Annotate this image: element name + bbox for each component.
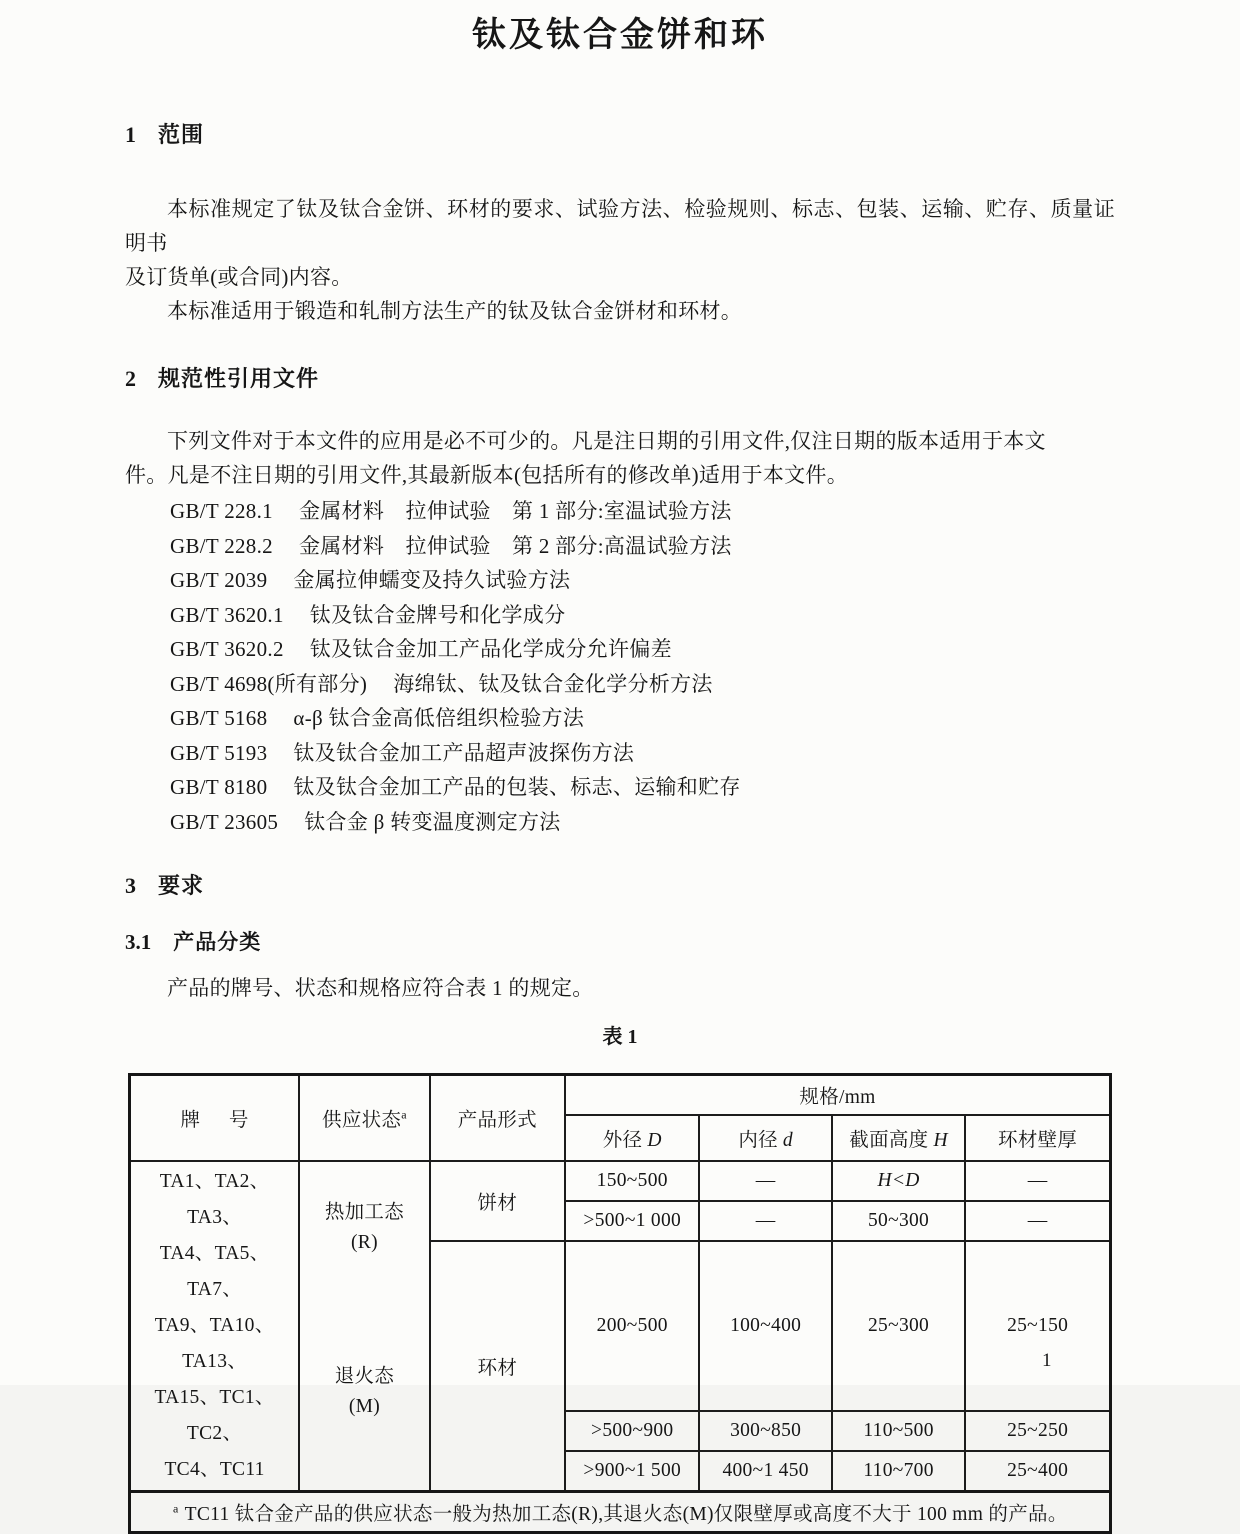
section-3-heading bbox=[125, 871, 1115, 901]
section-3-number: 3 bbox=[125, 873, 136, 898]
cell-outer-diameter: >500~900 bbox=[565, 1411, 699, 1451]
cell-inner-diameter: 100~400 bbox=[699, 1241, 831, 1411]
reference-item bbox=[125, 494, 1115, 529]
cell-inner-diameter: — bbox=[699, 1201, 831, 1241]
reference-code: GB/T 5168 bbox=[170, 706, 268, 730]
reference-title: 钛合金 β 转变温度测定方法 bbox=[304, 809, 561, 834]
reference-code: GB/T 3620.1 bbox=[170, 602, 284, 627]
cell-inner-diameter: 400~1 450 bbox=[699, 1451, 831, 1492]
reference-item bbox=[125, 770, 1115, 805]
section-height-symbol: H bbox=[933, 1130, 948, 1151]
brand-line: TA1、TA2、TA3、 bbox=[159, 1171, 270, 1228]
reference-item bbox=[125, 598, 1115, 633]
column-header-outer-diameter bbox=[565, 1115, 699, 1161]
reference-title: 钛及钛合金牌号和化学成分 bbox=[309, 602, 566, 627]
brand-line: TA4、TA5、TA7、 bbox=[159, 1243, 270, 1300]
inner-diameter-label: 内径 bbox=[738, 1130, 778, 1151]
supply-state-annealed bbox=[300, 1293, 428, 1490]
reference-title: 钛及钛合金加工产品超声波探伤方法 bbox=[293, 740, 635, 765]
reference-code: GB/T 228.1 bbox=[170, 499, 273, 523]
cell-form-ring: 环材 bbox=[430, 1241, 565, 1492]
brand-line: TA9、TA10、TA13、 bbox=[154, 1315, 275, 1372]
inner-diameter-symbol: d bbox=[782, 1130, 793, 1151]
section-3-1-number: 3.1 bbox=[125, 930, 152, 954]
reference-title: 金属材料 拉伸试验 第 2 部分:高温试验方法 bbox=[298, 533, 732, 558]
table-1 bbox=[128, 1073, 1112, 1534]
document-title: 钛及钛合金饼和环 bbox=[472, 17, 768, 54]
outer-diameter-symbol: D bbox=[647, 1130, 662, 1151]
reference-title: 海绵钛、钛及钛合金化学分析方法 bbox=[393, 671, 713, 696]
table-footnote-row bbox=[130, 1492, 1111, 1533]
reference-code: GB/T 228.2 bbox=[170, 533, 273, 558]
cell-section-height: 110~700 bbox=[832, 1451, 965, 1492]
footnote-text: TC11 钛合金产品的供应状态一般为热加工态(R),其退火态(M)仅限壁厚或高度不大于 100 mm 的产品。 bbox=[184, 1504, 1068, 1525]
column-header-inner-diameter bbox=[699, 1115, 831, 1161]
cell-outer-diameter: 150~500 bbox=[565, 1161, 699, 1201]
reference-code: GB/T 23605 bbox=[170, 809, 279, 834]
reference-code: GB/T 4698(所有部分) bbox=[170, 671, 368, 696]
cell-wall-thickness: 25~250 bbox=[965, 1411, 1110, 1451]
table-footnote bbox=[130, 1492, 1111, 1533]
references-intro-line-1: 下列文件对于本文件的应用是必不可少的。凡是注日期的引用文件,仅注日期的版本适用于本文 bbox=[167, 429, 1046, 453]
column-header-section-height bbox=[832, 1115, 965, 1161]
section-3-title: 要求 bbox=[158, 873, 205, 898]
footnote-mark: a bbox=[173, 1501, 179, 1516]
section-3-1-title: 产品分类 bbox=[173, 930, 262, 954]
reference-title: α-β 钛合金高低倍组织检验方法 bbox=[293, 706, 585, 730]
cell-brand-grades bbox=[130, 1161, 300, 1492]
supply-state-code: (R) bbox=[350, 1231, 378, 1253]
cell-section-height: H<D bbox=[832, 1161, 965, 1201]
scope-line-1: 本标准规定了钛及钛合金饼、环材的要求、试验方法、检验规则、标志、包装、运输、贮存、质量证明书 bbox=[125, 197, 1115, 255]
reference-code: GB/T 8180 bbox=[170, 775, 268, 799]
cell-wall-thickness: — bbox=[965, 1161, 1110, 1201]
reference-item bbox=[125, 805, 1115, 840]
normative-references-list bbox=[125, 494, 1115, 839]
cell-supply-states bbox=[299, 1161, 429, 1492]
column-header-product-form: 产品形式 bbox=[430, 1075, 565, 1162]
outer-diameter-label: 外径 bbox=[602, 1130, 643, 1151]
brand-line: TC4、TC11 bbox=[164, 1459, 265, 1480]
supply-state-name: 退火态 bbox=[334, 1365, 395, 1387]
scope-paragraph bbox=[125, 192, 1115, 294]
supply-state-hot-worked bbox=[300, 1162, 428, 1293]
cell-form-cake: 饼材 bbox=[430, 1161, 565, 1241]
reference-title: 钛及钛合金加工产品的包装、标志、运输和贮存 bbox=[293, 775, 741, 799]
column-header-spec-mm: 规格/mm bbox=[565, 1075, 1110, 1116]
reference-item bbox=[125, 563, 1115, 598]
reference-title: 钛及钛合金加工产品化学成分允许偏差 bbox=[309, 637, 672, 661]
cell-wall-thickness: 25~400 bbox=[965, 1451, 1110, 1492]
reference-code: GB/T 5193 bbox=[170, 740, 268, 765]
scope-line-2: 及订货单(或合同)内容。 bbox=[125, 265, 353, 289]
cell-outer-diameter: 200~500 bbox=[565, 1241, 699, 1411]
reference-item bbox=[125, 701, 1115, 736]
cell-outer-diameter: >900~1 500 bbox=[565, 1451, 699, 1492]
section-3-1-heading bbox=[125, 927, 1115, 957]
brand-line: TA15、TC1、TC2、 bbox=[154, 1387, 275, 1444]
reference-title: 金属拉伸蠕变及持久试验方法 bbox=[293, 568, 571, 592]
reference-item bbox=[125, 667, 1115, 702]
reference-code: GB/T 3620.2 bbox=[170, 637, 284, 661]
column-header-supply-state bbox=[299, 1075, 429, 1162]
section-1-heading bbox=[125, 120, 1115, 150]
supply-header-text: 供应状态 bbox=[322, 1110, 402, 1131]
reference-item bbox=[125, 736, 1115, 771]
cell-section-height: 50~300 bbox=[832, 1201, 965, 1241]
cell-section-height: 110~500 bbox=[832, 1411, 965, 1451]
supply-state-code: (M) bbox=[348, 1395, 381, 1417]
section-2-heading bbox=[125, 364, 1115, 394]
column-header-ring-wall-thickness: 环材壁厚 bbox=[965, 1115, 1110, 1161]
supply-state-name: 热加工态 bbox=[324, 1201, 405, 1223]
section-height-label: 截面高度 bbox=[849, 1130, 929, 1151]
classification-paragraph: 产品的牌号、状态和规格应符合表 1 的规定。 bbox=[167, 976, 594, 1000]
cell-outer-diameter: >500~1 000 bbox=[565, 1201, 699, 1241]
column-header-brand: 牌 号 bbox=[130, 1075, 300, 1162]
section-2-title: 规范性引用文件 bbox=[158, 366, 320, 391]
cell-inner-diameter: 300~850 bbox=[699, 1411, 831, 1451]
reference-item bbox=[125, 632, 1115, 667]
reference-title: 金属材料 拉伸试验 第 1 部分:室温试验方法 bbox=[298, 499, 732, 523]
table-1-caption: 表 1 bbox=[602, 1026, 638, 1048]
page-number: 1 bbox=[1042, 1350, 1052, 1371]
cell-inner-diameter: — bbox=[699, 1161, 831, 1201]
references-intro-paragraph bbox=[125, 424, 1115, 492]
cell-section-height: 25~300 bbox=[832, 1241, 965, 1411]
cell-wall-thickness: — bbox=[965, 1201, 1110, 1241]
section-2-number: 2 bbox=[125, 366, 136, 391]
scope-paragraph-2: 本标准适用于锻造和轧制方法生产的钛及钛合金饼材和环材。 bbox=[167, 299, 743, 323]
section-1-number: 1 bbox=[125, 122, 136, 147]
section-1-title: 范围 bbox=[158, 122, 205, 147]
references-intro-line-2: 件。凡是不注日期的引用文件,其最新版本(包括所有的修改单)适用于本文件。 bbox=[125, 463, 849, 487]
reference-code: GB/T 2039 bbox=[170, 568, 268, 592]
table-row bbox=[130, 1161, 1111, 1201]
cell-wall-thickness: 25~150 bbox=[965, 1241, 1110, 1411]
supply-header-footnote-mark: a bbox=[401, 1107, 407, 1122]
reference-item bbox=[125, 529, 1115, 564]
